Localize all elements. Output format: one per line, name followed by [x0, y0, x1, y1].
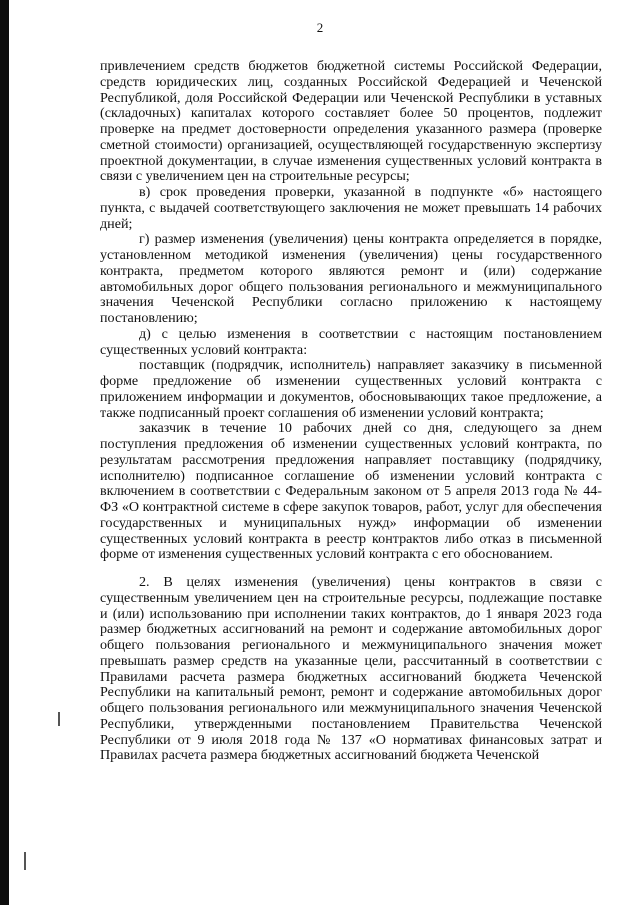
- document-body: [100, 59, 602, 764]
- paragraph-supplier: поставщик (подрядчик, исполнитель) направляет заказчику в письменной форме предложение об изменении существенных условий контракта с приложением информации и документов, обосновывающих такое предложение, а также подписанный проект соглашения об изменении условий контракта;: [100, 357, 602, 421]
- paragraph-item-v: в) срок проведения проверки, указанной в подпункте «б» настоящего пункта, с выдачей соответствующего заключения не может превышать 14 рабочих дней;: [100, 184, 602, 232]
- scan-speck: [58, 712, 60, 726]
- paragraph-customer: заказчик в течение 10 рабочих дней со дня, следующего за днем поступления предложения об изменении существенных условий контракта, по результатам рассмотрения предложения направляет поставщику (подрядчику, исполнителю) подписанное соглашение об изменении условий контракта с включением в соответствии с Федеральным законом от 5 апреля 2013 года № 44-ФЗ «О контрактной системе в сфере закупок товаров, работ, услуг для обеспечения государственных и муниципальных нужд» информации об изменении существенных условий контракта в реестр контрактов либо отказ в письменной форме от изменения существенных условий контракта с его обоснованием.: [100, 420, 602, 563]
- paragraph-item-g: г) размер изменения (увеличения) цены контракта определяется в порядке, установленном методикой изменения (увеличения) цены государственного контракта, предметом которого являются ремонт и (или) содержание автомобильных дорог общего пользования регионального и межмуниципального значения Чеченской Республики согласно приложению к настоящему постановлению;: [100, 231, 602, 326]
- scan-edge-shadow: [0, 0, 9, 905]
- paragraph-item-d: д) с целью изменения в соответствии с настоящим постановлением существенных условий контракта:: [100, 325, 602, 358]
- page-number: 2: [316, 20, 324, 35]
- scan-speck: [24, 852, 26, 870]
- paragraph-section-2: 2. В целях изменения (увеличения) цены контрактов в связи с существенным увеличением цен на строительные ресурсы, подлежащие поставке и (или) использованию при исполнении таких контрактов, до 1 января 2023 года размер бюджетных ассигнований на ремонт и содержание автомобильных дорог общего пользования регионального и межмуниципального значения может превышать размер средств на указанные цели, рассчитанный в соответствии с Правилами расчета размера бюджетных ассигнований бюджета Чеченской Республики на капитальный ремонт, ремонт и содержание автомобильных дорог общего пользования регионального или межмуниципального значения Чеченской Республики, утвержденными постановлением Правительства Чеченской Республики от 9 июля 2018 года № 137 «О нормативах финансовых затрат и Правилах расчета размера бюджетных ассигнований бюджета Чеченской: [100, 574, 602, 764]
- paragraph-continued: привлечением средств бюджетов бюджетной системы Российской Федерации, средств юридических лиц, созданных Российской Федерацией и Чеченской Республикой, доля Российской Федерации или Чеченской Республики в уставных (складочных) капиталах которого составляет более 50 процентов, подлежит проверке на предмет достоверности определения указанного размера (проверке сметной стоимости) организацией, осуществляющей государственную экспертизу проектной документации, в случае изменения существенных условий контракта в связи с увеличением цен на строительные ресурсы;: [100, 58, 602, 185]
